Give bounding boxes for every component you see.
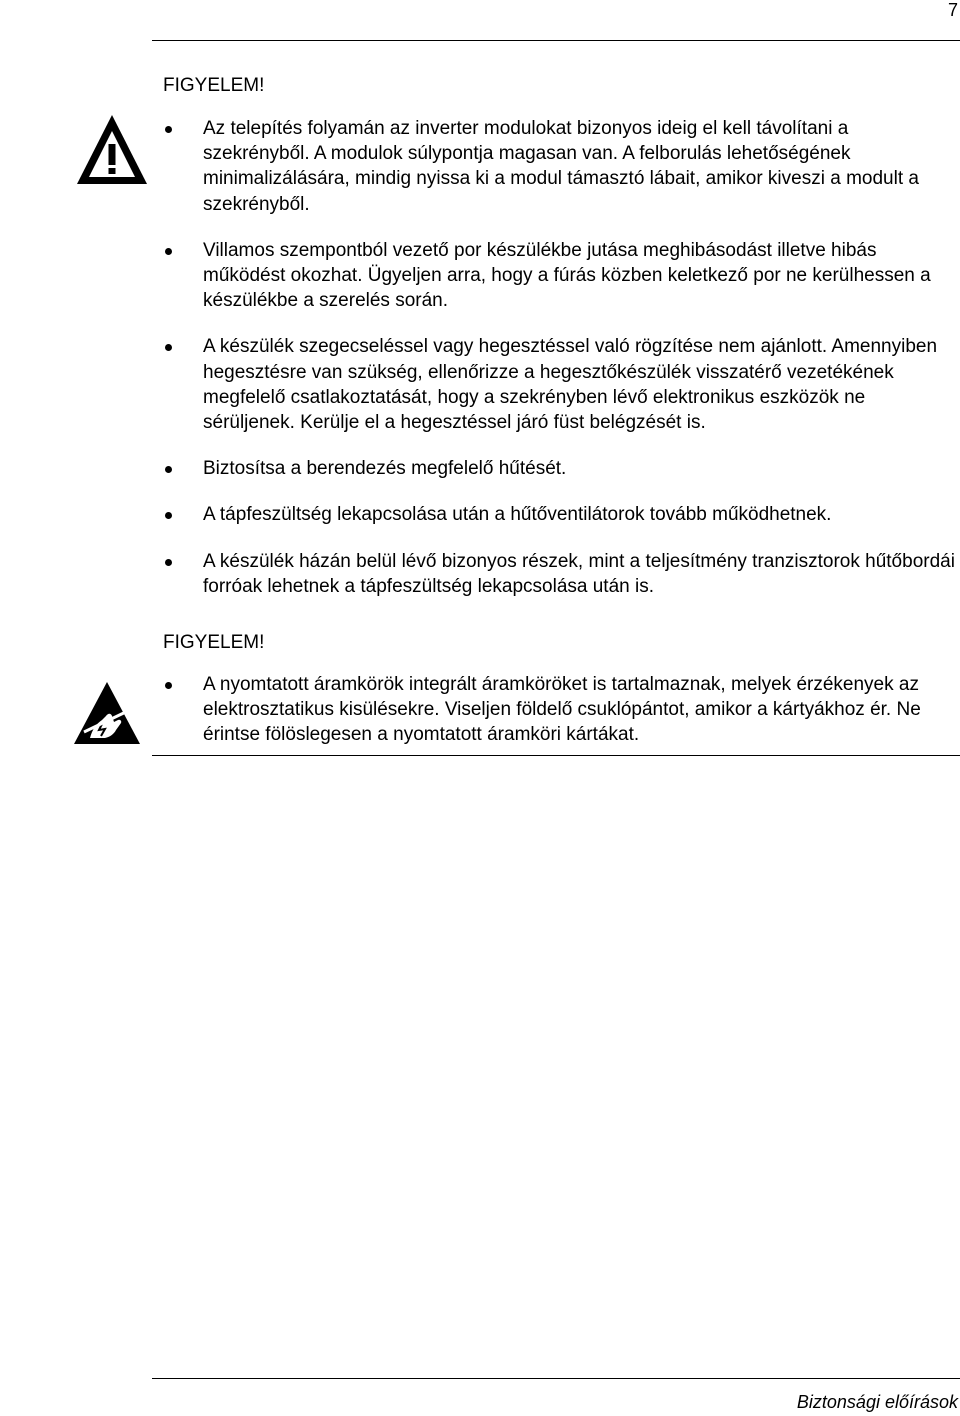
list-item [163, 116, 958, 217]
bullet-dot-icon [165, 682, 172, 689]
bullet-dot-icon [165, 248, 172, 255]
list-item [163, 238, 958, 314]
bullet-dot-icon [165, 559, 172, 566]
list-item-text: A készülék házán belül lévő bizonyos részek, mint a teljesítmény tranzisztorok hűtőbordái forróak lehetnek a tápfeszültség lekapcsolása után is. [203, 550, 955, 597]
list-item-text: A készülék szegecseléssel vagy hegesztéssel való rögzítése nem ajánlott. Amennyiben hegesztésre van szükség, ellenőrizze a hegesztőkészülék visszatérő vezetékének megfelelő csatlakoztatását, hogy a szekrényben lévő elektronikus eszközök ne sérüljenek. Kerülje el a hegesztéssel járó füst belégzését is. [203, 336, 938, 434]
warning-heading-2: FIGYELEM! [163, 632, 265, 653]
list-item-text: Villamos szempontból vezető por készülékbe jutása meghibásodást illetve hibás működést okozhat. Ügyeljen arra, hogy a fúrás közben keletkező por ne kerülhessen a készülékbe a szerelés során. [203, 239, 931, 312]
footer-chapter-title: Biztonsági előírások [796, 1392, 958, 1412]
list-item-text: Az telepítés folyamán az inverter modulokat bizonyos ideig el kell távolítani a szekrényből. A modulok súlypontja magasan van. A felborulás lehetőségének minimalizálására, mindig nyissa ki a modul támasztó lábait, amikor kiveszi a modult a szekrényből. [203, 118, 919, 215]
bullet-dot-icon [165, 344, 172, 351]
list-item [163, 549, 958, 599]
esd-warning-icon [72, 680, 142, 746]
warning-heading-1: FIGYELEM! [163, 75, 265, 96]
section-bottom-rule [152, 755, 960, 756]
warning-triangle-icon [74, 112, 150, 188]
list-item [163, 334, 958, 435]
top-rule [152, 40, 960, 41]
bullet-dot-icon [165, 466, 172, 473]
list-item-text: A tápfeszültség lekapcsolása után a hűtőventilátorok tovább működhetnek. [203, 504, 832, 526]
footer-rule [152, 1378, 960, 1379]
list-item-text: A nyomtatott áramkörök integrált áramköröket is tartalmaznak, melyek érzékenyek az elektrosztatikus kisülésekre. Viseljen földelő csuklópántot, amikor a kártyákhoz ér. Ne érintse fölöslegesen a nyomtatott áramköri kártákat. [203, 674, 921, 746]
page-number: 7 [947, 0, 958, 20]
list-item [163, 672, 958, 748]
bullet-dot-icon [165, 126, 172, 133]
bullet-dot-icon [165, 512, 172, 519]
warning-list-1 [163, 116, 958, 620]
list-item [163, 456, 958, 481]
list-item [163, 502, 958, 527]
list-item-text: Biztosítsa a berendezés megfelelő hűtését. [203, 458, 567, 480]
